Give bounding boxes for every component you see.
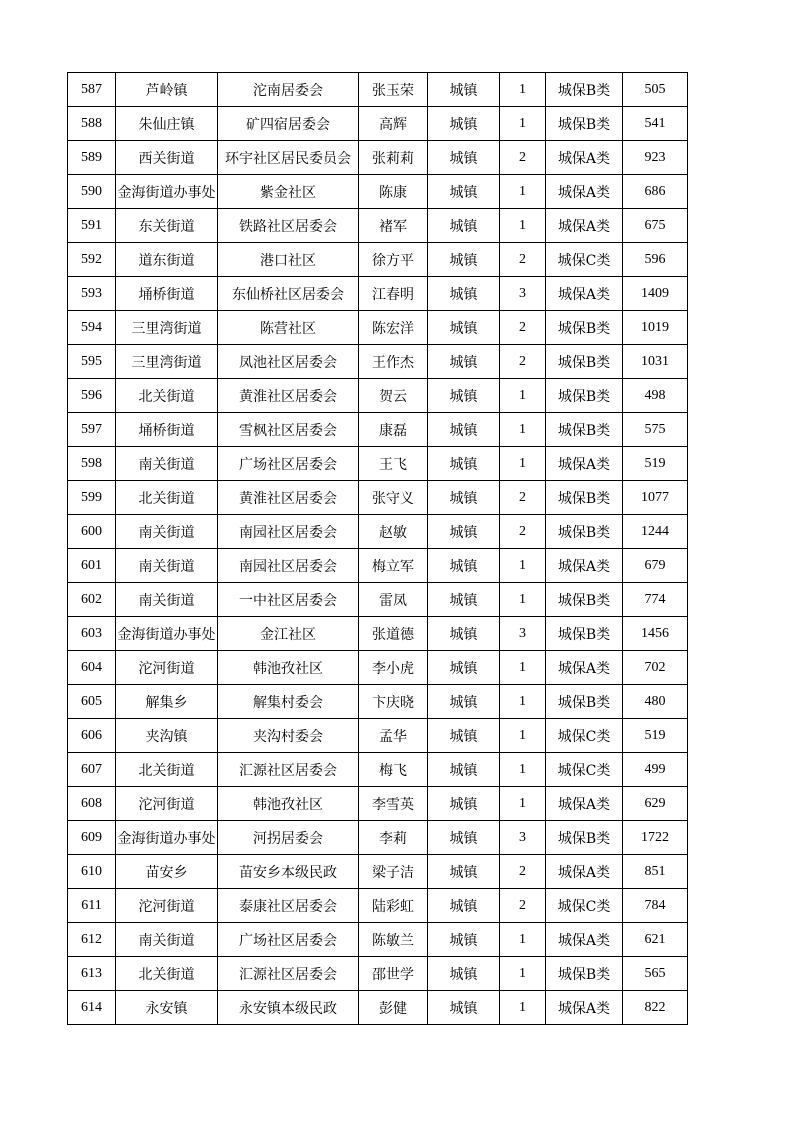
cell-row-number: 612: [68, 923, 116, 957]
cell-area-type: 城镇: [428, 515, 500, 549]
cell-township: 西关街道: [116, 141, 218, 175]
cell-row-number: 609: [68, 821, 116, 855]
cell-area-type: 城镇: [428, 243, 500, 277]
cell-area-type: 城镇: [428, 617, 500, 651]
cell-area-type: 城镇: [428, 821, 500, 855]
cell-person-name: 李雪英: [359, 787, 428, 821]
cell-township: 南关街道: [116, 447, 218, 481]
cell-community: 黄淮社区居委会: [218, 481, 359, 515]
cell-township: 三里湾街道: [116, 345, 218, 379]
cell-amount: 851: [623, 855, 688, 889]
cell-area-type: 城镇: [428, 549, 500, 583]
cell-community: 东仙桥社区居委会: [218, 277, 359, 311]
cell-township: 道东街道: [116, 243, 218, 277]
cell-insurance-category: 城保A类: [546, 549, 623, 583]
cell-township: 三里湾街道: [116, 311, 218, 345]
cell-amount: 1409: [623, 277, 688, 311]
cell-amount: 1031: [623, 345, 688, 379]
cell-person-name: 徐方平: [359, 243, 428, 277]
cell-insurance-category: 城保B类: [546, 583, 623, 617]
cell-community: 苗安乡本级民政: [218, 855, 359, 889]
cell-row-number: 610: [68, 855, 116, 889]
table-row: [68, 991, 688, 1025]
cell-row-number: 613: [68, 957, 116, 991]
cell-township: 沱河街道: [116, 787, 218, 821]
table-row: [68, 413, 688, 447]
cell-row-number: 600: [68, 515, 116, 549]
table-row: [68, 855, 688, 889]
table-row: [68, 617, 688, 651]
cell-household-size: 1: [500, 209, 546, 243]
cell-amount: 541: [623, 107, 688, 141]
cell-amount: 1456: [623, 617, 688, 651]
cell-amount: 923: [623, 141, 688, 175]
cell-township: 沱河街道: [116, 889, 218, 923]
cell-community: 一中社区居委会: [218, 583, 359, 617]
cell-household-size: 1: [500, 719, 546, 753]
cell-area-type: 城镇: [428, 107, 500, 141]
cell-area-type: 城镇: [428, 719, 500, 753]
cell-insurance-category: 城保B类: [546, 413, 623, 447]
cell-row-number: 602: [68, 583, 116, 617]
cell-person-name: 张守义: [359, 481, 428, 515]
cell-person-name: 张道德: [359, 617, 428, 651]
cell-household-size: 1: [500, 991, 546, 1025]
cell-household-size: 2: [500, 243, 546, 277]
cell-household-size: 1: [500, 583, 546, 617]
cell-community: 黄淮社区居委会: [218, 379, 359, 413]
cell-household-size: 2: [500, 855, 546, 889]
cell-insurance-category: 城保B类: [546, 107, 623, 141]
cell-insurance-category: 城保A类: [546, 923, 623, 957]
cell-household-size: 1: [500, 651, 546, 685]
table-row: [68, 719, 688, 753]
cell-township: 苗安乡: [116, 855, 218, 889]
table-row: [68, 753, 688, 787]
table-row: [68, 515, 688, 549]
cell-area-type: 城镇: [428, 175, 500, 209]
cell-township: 南关街道: [116, 515, 218, 549]
cell-person-name: 康磊: [359, 413, 428, 447]
table-row: [68, 447, 688, 481]
cell-insurance-category: 城保C类: [546, 719, 623, 753]
cell-amount: 679: [623, 549, 688, 583]
cell-insurance-category: 城保B类: [546, 821, 623, 855]
cell-township: 夹沟镇: [116, 719, 218, 753]
cell-community: 沱南居委会: [218, 73, 359, 107]
cell-area-type: 城镇: [428, 855, 500, 889]
cell-area-type: 城镇: [428, 345, 500, 379]
cell-insurance-category: 城保A类: [546, 787, 623, 821]
cell-area-type: 城镇: [428, 753, 500, 787]
cell-township: 南关街道: [116, 549, 218, 583]
cell-person-name: 张玉荣: [359, 73, 428, 107]
cell-person-name: 李小虎: [359, 651, 428, 685]
cell-person-name: 陈康: [359, 175, 428, 209]
cell-community: 永安镇本级民政: [218, 991, 359, 1025]
cell-area-type: 城镇: [428, 787, 500, 821]
cell-area-type: 城镇: [428, 481, 500, 515]
cell-area-type: 城镇: [428, 277, 500, 311]
cell-row-number: 598: [68, 447, 116, 481]
cell-amount: 519: [623, 447, 688, 481]
cell-amount: 621: [623, 923, 688, 957]
cell-amount: 519: [623, 719, 688, 753]
cell-household-size: 1: [500, 175, 546, 209]
cell-township: 北关街道: [116, 957, 218, 991]
cell-person-name: 张莉莉: [359, 141, 428, 175]
relief-roster-table: [67, 72, 688, 1025]
table-row: [68, 379, 688, 413]
cell-household-size: 3: [500, 617, 546, 651]
cell-household-size: 1: [500, 73, 546, 107]
cell-area-type: 城镇: [428, 957, 500, 991]
cell-insurance-category: 城保B类: [546, 345, 623, 379]
cell-row-number: 611: [68, 889, 116, 923]
cell-person-name: 雷凤: [359, 583, 428, 617]
cell-township: 埇桥街道: [116, 277, 218, 311]
table-row: [68, 481, 688, 515]
cell-row-number: 594: [68, 311, 116, 345]
cell-amount: 480: [623, 685, 688, 719]
cell-household-size: 1: [500, 549, 546, 583]
cell-amount: 702: [623, 651, 688, 685]
cell-row-number: 591: [68, 209, 116, 243]
table-row: [68, 821, 688, 855]
cell-area-type: 城镇: [428, 447, 500, 481]
cell-insurance-category: 城保A类: [546, 175, 623, 209]
cell-amount: 784: [623, 889, 688, 923]
cell-community: 凤池社区居委会: [218, 345, 359, 379]
table-row: [68, 311, 688, 345]
cell-person-name: 褚军: [359, 209, 428, 243]
cell-person-name: 陈宏洋: [359, 311, 428, 345]
cell-community: 金江社区: [218, 617, 359, 651]
cell-township: 北关街道: [116, 481, 218, 515]
cell-township: 南关街道: [116, 923, 218, 957]
cell-person-name: 卞庆晓: [359, 685, 428, 719]
cell-amount: 575: [623, 413, 688, 447]
cell-township: 东关街道: [116, 209, 218, 243]
cell-household-size: 1: [500, 413, 546, 447]
cell-community: 广场社区居委会: [218, 447, 359, 481]
cell-person-name: 彭健: [359, 991, 428, 1025]
cell-amount: 1244: [623, 515, 688, 549]
cell-household-size: 1: [500, 379, 546, 413]
cell-area-type: 城镇: [428, 379, 500, 413]
cell-area-type: 城镇: [428, 413, 500, 447]
cell-insurance-category: 城保B类: [546, 379, 623, 413]
cell-insurance-category: 城保A类: [546, 855, 623, 889]
cell-amount: 1019: [623, 311, 688, 345]
cell-township: 北关街道: [116, 379, 218, 413]
cell-community: 矿四宿居委会: [218, 107, 359, 141]
cell-person-name: 高辉: [359, 107, 428, 141]
cell-household-size: 1: [500, 787, 546, 821]
cell-township: 金海街道办事处: [116, 617, 218, 651]
cell-household-size: 1: [500, 957, 546, 991]
cell-insurance-category: 城保A类: [546, 141, 623, 175]
cell-amount: 1077: [623, 481, 688, 515]
cell-row-number: 599: [68, 481, 116, 515]
cell-area-type: 城镇: [428, 311, 500, 345]
cell-person-name: 梅立军: [359, 549, 428, 583]
cell-community: 南园社区居委会: [218, 549, 359, 583]
cell-household-size: 2: [500, 889, 546, 923]
cell-area-type: 城镇: [428, 685, 500, 719]
table-row: [68, 889, 688, 923]
cell-row-number: 607: [68, 753, 116, 787]
cell-person-name: 陆彩虹: [359, 889, 428, 923]
cell-row-number: 601: [68, 549, 116, 583]
cell-township: 朱仙庄镇: [116, 107, 218, 141]
cell-area-type: 城镇: [428, 991, 500, 1025]
table-row: [68, 685, 688, 719]
cell-community: 汇源社区居委会: [218, 753, 359, 787]
cell-area-type: 城镇: [428, 141, 500, 175]
cell-row-number: 603: [68, 617, 116, 651]
cell-person-name: 陈敏兰: [359, 923, 428, 957]
cell-person-name: 王飞: [359, 447, 428, 481]
cell-insurance-category: 城保C类: [546, 889, 623, 923]
cell-community: 铁路社区居委会: [218, 209, 359, 243]
table-row: [68, 277, 688, 311]
cell-row-number: 595: [68, 345, 116, 379]
cell-insurance-category: 城保A类: [546, 991, 623, 1025]
cell-row-number: 608: [68, 787, 116, 821]
cell-household-size: 2: [500, 141, 546, 175]
cell-insurance-category: 城保A类: [546, 277, 623, 311]
cell-community: 汇源社区居委会: [218, 957, 359, 991]
cell-community: 河拐居委会: [218, 821, 359, 855]
table-body: [68, 73, 688, 1025]
cell-insurance-category: 城保A类: [546, 651, 623, 685]
table-row: [68, 73, 688, 107]
cell-household-size: 1: [500, 923, 546, 957]
cell-row-number: 605: [68, 685, 116, 719]
cell-insurance-category: 城保C类: [546, 753, 623, 787]
cell-community: 港口社区: [218, 243, 359, 277]
cell-community: 广场社区居委会: [218, 923, 359, 957]
table-row: [68, 923, 688, 957]
cell-area-type: 城镇: [428, 583, 500, 617]
cell-person-name: 王作杰: [359, 345, 428, 379]
cell-amount: 565: [623, 957, 688, 991]
cell-household-size: 3: [500, 277, 546, 311]
cell-amount: 505: [623, 73, 688, 107]
cell-row-number: 588: [68, 107, 116, 141]
cell-community: 雪枫社区居委会: [218, 413, 359, 447]
cell-area-type: 城镇: [428, 889, 500, 923]
table-row: [68, 141, 688, 175]
cell-community: 陈营社区: [218, 311, 359, 345]
cell-township: 南关街道: [116, 583, 218, 617]
cell-household-size: 1: [500, 753, 546, 787]
cell-row-number: 592: [68, 243, 116, 277]
cell-insurance-category: 城保B类: [546, 73, 623, 107]
cell-row-number: 604: [68, 651, 116, 685]
cell-person-name: 梅飞: [359, 753, 428, 787]
cell-amount: 686: [623, 175, 688, 209]
cell-insurance-category: 城保B类: [546, 617, 623, 651]
cell-household-size: 1: [500, 447, 546, 481]
cell-row-number: 590: [68, 175, 116, 209]
table-row: [68, 107, 688, 141]
cell-household-size: 2: [500, 515, 546, 549]
cell-township: 芦岭镇: [116, 73, 218, 107]
cell-household-size: 3: [500, 821, 546, 855]
cell-row-number: 589: [68, 141, 116, 175]
cell-amount: 675: [623, 209, 688, 243]
cell-person-name: 江春明: [359, 277, 428, 311]
cell-insurance-category: 城保A类: [546, 209, 623, 243]
cell-row-number: 587: [68, 73, 116, 107]
cell-insurance-category: 城保B类: [546, 685, 623, 719]
cell-person-name: 孟华: [359, 719, 428, 753]
cell-household-size: 2: [500, 481, 546, 515]
cell-community: 南园社区居委会: [218, 515, 359, 549]
cell-amount: 822: [623, 991, 688, 1025]
table-row: [68, 209, 688, 243]
cell-person-name: 梁子洁: [359, 855, 428, 889]
cell-person-name: 邵世学: [359, 957, 428, 991]
table-row: [68, 345, 688, 379]
cell-insurance-category: 城保C类: [546, 243, 623, 277]
cell-row-number: 597: [68, 413, 116, 447]
cell-township: 埇桥街道: [116, 413, 218, 447]
cell-amount: 774: [623, 583, 688, 617]
cell-community: 泰康社区居委会: [218, 889, 359, 923]
cell-area-type: 城镇: [428, 651, 500, 685]
cell-amount: 1722: [623, 821, 688, 855]
cell-community: 韩池孜社区: [218, 651, 359, 685]
cell-row-number: 596: [68, 379, 116, 413]
cell-row-number: 593: [68, 277, 116, 311]
cell-insurance-category: 城保B类: [546, 311, 623, 345]
cell-insurance-category: 城保B类: [546, 481, 623, 515]
table-row: [68, 243, 688, 277]
cell-area-type: 城镇: [428, 73, 500, 107]
cell-insurance-category: 城保B类: [546, 957, 623, 991]
cell-row-number: 614: [68, 991, 116, 1025]
table-row: [68, 583, 688, 617]
table-row: [68, 175, 688, 209]
cell-person-name: 贺云: [359, 379, 428, 413]
table-row: [68, 549, 688, 583]
cell-community: 紫金社区: [218, 175, 359, 209]
cell-insurance-category: 城保B类: [546, 515, 623, 549]
cell-township: 解集乡: [116, 685, 218, 719]
cell-amount: 596: [623, 243, 688, 277]
cell-household-size: 1: [500, 107, 546, 141]
cell-person-name: 李莉: [359, 821, 428, 855]
cell-household-size: 2: [500, 311, 546, 345]
cell-township: 永安镇: [116, 991, 218, 1025]
cell-township: 金海街道办事处: [116, 175, 218, 209]
table-row: [68, 787, 688, 821]
cell-row-number: 606: [68, 719, 116, 753]
cell-community: 韩池孜社区: [218, 787, 359, 821]
cell-amount: 629: [623, 787, 688, 821]
cell-area-type: 城镇: [428, 923, 500, 957]
table-row: [68, 957, 688, 991]
cell-community: 夹沟村委会: [218, 719, 359, 753]
cell-township: 北关街道: [116, 753, 218, 787]
table-row: [68, 651, 688, 685]
cell-household-size: 2: [500, 345, 546, 379]
cell-community: 环宇社区居民委员会: [218, 141, 359, 175]
cell-insurance-category: 城保A类: [546, 447, 623, 481]
cell-township: 金海街道办事处: [116, 821, 218, 855]
cell-amount: 499: [623, 753, 688, 787]
cell-township: 沱河街道: [116, 651, 218, 685]
cell-person-name: 赵敏: [359, 515, 428, 549]
cell-area-type: 城镇: [428, 209, 500, 243]
cell-amount: 498: [623, 379, 688, 413]
cell-community: 解集村委会: [218, 685, 359, 719]
cell-household-size: 1: [500, 685, 546, 719]
